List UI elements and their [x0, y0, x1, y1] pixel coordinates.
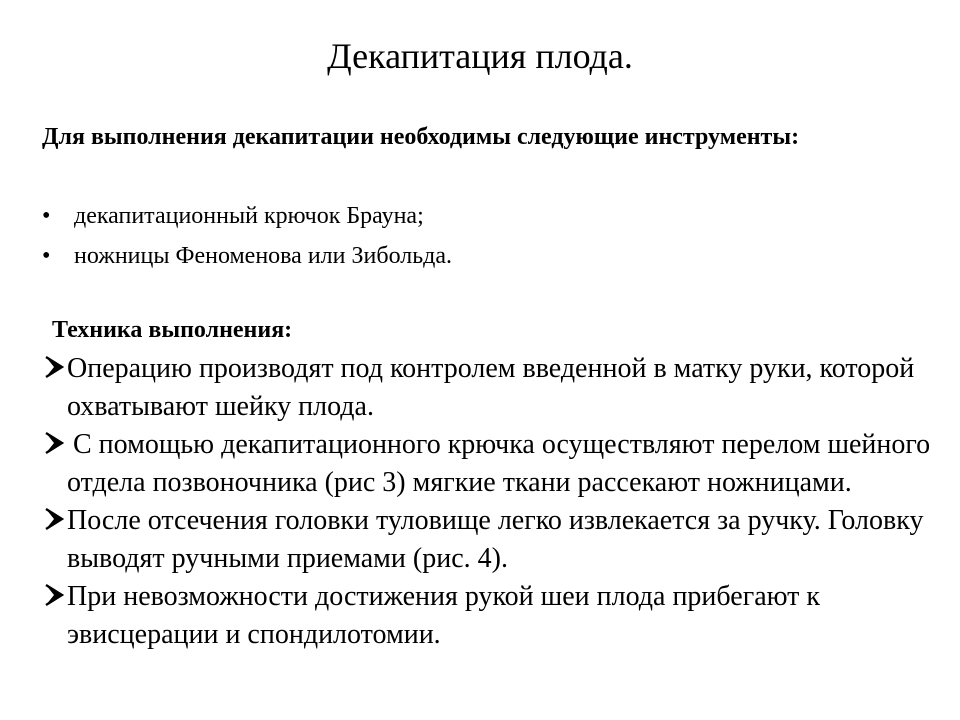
bullet-dot: • [42, 203, 51, 229]
list-item [42, 236, 922, 276]
arrow-bullet-icon [44, 505, 66, 535]
list-item [44, 502, 934, 578]
step-text: После отсечения головки туловище легко извлекается за ручку. Головку выводят ручными приемами (рис. 4). [67, 505, 924, 574]
list-item [44, 350, 934, 426]
arrow-bullet-icon [44, 353, 66, 383]
slide-title: Декапитация плода. [327, 36, 633, 76]
arrow-bullet-icon [44, 429, 66, 459]
technique-heading: Техника выполнения: [52, 317, 293, 343]
technique-steps [44, 350, 934, 654]
instruments-list [42, 196, 922, 276]
instrument-text: ножницы Феноменова или Зибольда. [74, 243, 453, 269]
list-item [44, 578, 934, 654]
step-text: Операцию производят под контролем введенной в матку руки, которой охватывают шейку плода. [67, 353, 915, 422]
arrow-bullet-icon [44, 581, 66, 611]
instrument-text: декапитационный крючок Брауна; [74, 203, 424, 229]
step-text: С помощью декапитационного крючка осуществляют перелом шейного отдела позвоночника (рис 3) мягкие ткани рассекают ножницами. [67, 429, 931, 498]
step-text: При невозможности достижения рукой шеи плода прибегают к эвисцерации и спондилотомии. [67, 581, 821, 650]
bullet-dot: • [42, 243, 51, 269]
instruments-intro: Для выполнения декапитации необходимы следующие инструменты: [42, 124, 800, 150]
list-item [42, 196, 922, 236]
list-item [44, 426, 934, 502]
